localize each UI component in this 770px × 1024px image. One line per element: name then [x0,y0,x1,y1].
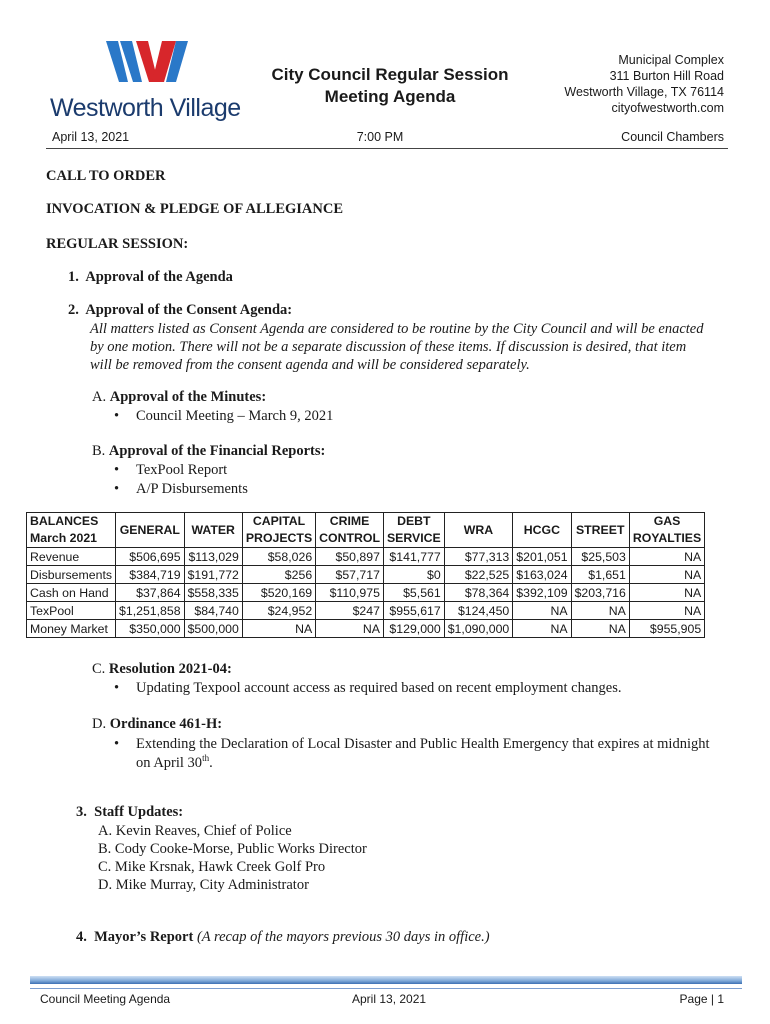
logo-wordmark: Westworth Village [50,94,241,122]
table-cell: $203,716 [571,584,629,602]
table-cell: NA [629,548,704,566]
item-label: Approval of the Agenda [85,269,233,285]
table-cell: $37,864 [116,584,185,602]
bullet-item: • TexPool Report [114,462,227,479]
column-header: HCGC [513,513,571,548]
table-cell: $1,651 [571,566,629,584]
table-row [27,602,705,620]
sub-label: Approval of the Financial Reports: [108,443,326,459]
table-cell: $25,503 [571,548,629,566]
table-cell: $256 [242,566,315,584]
header-divider [46,148,728,149]
row-label: Cash on Hand [27,584,116,602]
table-cell: $129,000 [383,620,444,638]
table-cell: NA [629,602,704,620]
address-line: Municipal Complex [618,53,724,67]
row-label: Disbursements [27,566,116,584]
table-cell: $77,313 [444,548,513,566]
table-cell: $163,024 [513,566,571,584]
table-cell: NA [571,620,629,638]
page-number: Page | 1 [679,992,724,1006]
ordinal-suffix: th [202,753,210,763]
table-cell: $247 [316,602,384,620]
sub-letter: A. [92,389,107,405]
address-line: 311 Burton Hill Road [609,69,724,83]
sub-label: Approval of the Minutes: [109,389,267,405]
meeting-date: April 13, 2021 [52,130,130,144]
table-cell: $955,617 [383,602,444,620]
bullet-item: • Council Meeting – March 9, 2021 [114,408,333,425]
column-header: BALANCES March 2021 [27,513,116,548]
table-cell: $500,000 [184,620,242,638]
meeting-time: 7:00 PM [356,130,404,144]
table-cell: NA [513,602,571,620]
table-cell: $22,525 [444,566,513,584]
sub-label: Resolution 2021-04: [108,661,232,677]
agenda-item-4 [76,929,490,946]
list-item: A. Kevin Reaves, Chief of Police [98,823,292,839]
table-cell: NA [629,566,704,584]
table-cell: $955,905 [629,620,704,638]
table-cell: NA [513,620,571,638]
regular-session-heading: REGULAR SESSION: [46,236,189,252]
city-logo [50,38,250,124]
table-cell: $392,109 [513,584,571,602]
row-label: TexPool [27,602,116,620]
column-header: DEBT SERVICE [383,513,444,548]
bullet-item: • Extending the Declaration of Local Disaster and Public Health Emergency that expires at midnight [114,736,710,753]
sub-letter: C. [92,661,106,677]
table-cell: $50,897 [316,548,384,566]
address-line: Westworth Village, TX 76114 [564,85,724,99]
column-header: CRIME CONTROL [316,513,384,548]
agenda-item-1 [68,269,233,286]
title-line-1: City Council Regular Session [271,65,509,84]
footer-doc-title: Council Meeting Agenda [40,992,171,1006]
table-row [27,584,705,602]
bullet-continuation [136,753,213,772]
column-header: CAPITAL PROJECTS [242,513,315,548]
table-cell: $58,026 [242,548,315,566]
table-cell: $350,000 [116,620,185,638]
column-header: WATER [184,513,242,548]
item-note: (A recap of the mayors previous 30 days in office.) [196,929,490,945]
bullet-item: • Updating Texpool account access as required based on recent employment changes. [114,680,622,697]
table-cell: $110,975 [316,584,384,602]
list-item: B. Cody Cooke-Morse, Public Works Director [98,841,367,857]
table-cell: $24,952 [242,602,315,620]
westworth-w-icon [106,38,190,86]
item-label: Staff Updates: [94,804,184,820]
table-cell: $78,364 [444,584,513,602]
table-cell: $1,090,000 [444,620,513,638]
agenda-item-2 [68,302,292,319]
table-cell: $1,251,858 [116,602,185,620]
table-cell: NA [242,620,315,638]
footer-gradient-bar [30,976,742,984]
table-cell: NA [629,584,704,602]
item-number: 3. [76,804,87,820]
table-header-row [27,513,705,548]
sub-letter: B. [92,443,106,459]
consent-description [90,320,703,374]
item-number: 2. [68,302,79,318]
page-title [260,64,520,108]
invocation-heading: INVOCATION & PLEDGE OF ALLEGIANCE [46,201,343,217]
table-cell: $520,169 [242,584,315,602]
table-cell: $84,740 [184,602,242,620]
sub-item-d [92,716,222,733]
financial-balances-table [26,512,705,638]
table-cell: $506,695 [116,548,185,566]
table-row [27,620,705,638]
item-number: 4. [76,929,87,945]
continuation-text: on April 30 [136,754,203,771]
table-cell: NA [571,602,629,620]
table-cell: $384,719 [116,566,185,584]
footer-date: April 13, 2021 [352,992,427,1006]
address-block [504,52,724,116]
item-number: 1. [68,269,79,285]
description-line: will be removed from the consent agenda and will be considered separately. [90,357,530,373]
table-body [27,548,705,638]
table-cell: NA [316,620,384,638]
table-row [27,548,705,566]
title-line-2: Meeting Agenda [324,87,456,106]
table-cell: $0 [383,566,444,584]
list-item: D. Mike Murray, City Administrator [98,877,309,893]
column-header: STREET [571,513,629,548]
table-cell: $5,561 [383,584,444,602]
description-line: All matters listed as Consent Agenda are considered to be routine by the City Council and will be enacted [90,321,704,337]
table-cell: $141,777 [383,548,444,566]
sub-item-b [92,443,325,460]
agenda-item-3 [76,804,183,821]
table-cell: $558,335 [184,584,242,602]
table-cell: $57,717 [316,566,384,584]
row-label: Revenue [27,548,116,566]
bullet-item: • A/P Disbursements [114,481,248,498]
sub-label: Ordinance 461-H: [109,716,223,732]
staff-updates-list [98,822,367,894]
table-cell: $201,051 [513,548,571,566]
row-label: Money Market [27,620,116,638]
website-link[interactable]: cityofwestworth.com [611,101,724,115]
column-header: GAS ROYALTIES [629,513,704,548]
table-cell: $124,450 [444,602,513,620]
column-header: GENERAL [116,513,185,548]
item-label: Mayor’s Report [94,929,194,945]
table-row [27,566,705,584]
sub-item-c [92,661,232,678]
item-label: Approval of the Consent Agenda: [85,302,293,318]
table-cell: $113,029 [184,548,242,566]
table-cell: $191,772 [184,566,242,584]
description-line: by one motion. There will not be a separate discussion of these items. If discussion is desired, that item [90,339,687,355]
continuation-end: . [209,754,213,771]
column-header: WRA [444,513,513,548]
sub-letter: D. [92,716,107,732]
list-item: C. Mike Krsnak, Hawk Creek Golf Pro [98,859,326,875]
meeting-location: Council Chambers [621,130,724,144]
sub-item-a [92,389,266,406]
footer-divider [30,988,742,989]
call-to-order-heading: CALL TO ORDER [46,168,166,184]
